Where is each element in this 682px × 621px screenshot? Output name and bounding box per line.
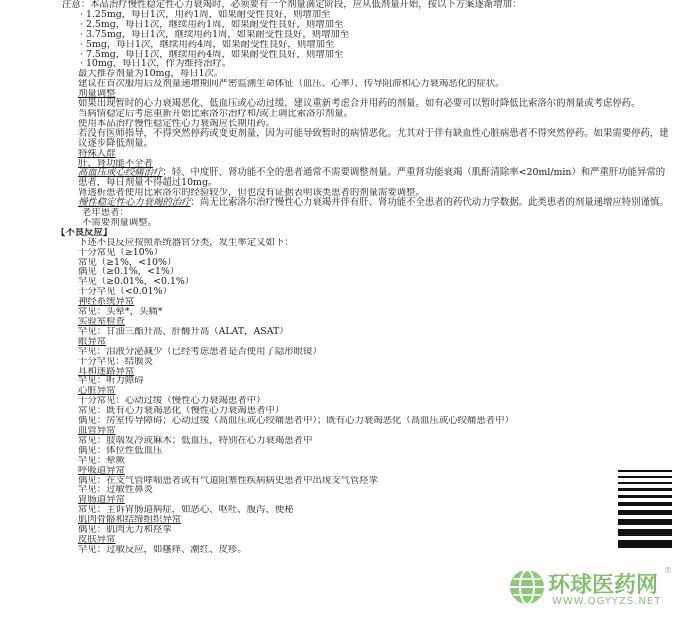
adjust-paragraph: 当病情稳定后考虑重新开始比索洛尔治疗和/或上调比索洛尔剂量。 — [78, 108, 354, 119]
frequency-def: 常见（≥1%，<10%） — [78, 257, 177, 268]
adjust-paragraph: 若没有医师指导，不得突然停药或变更剂量，因为可能导致暂时的病情恶化。尤其对于伴有缺血性心脏病患者不得突然停药。如果需要停药，建议逐步降低剂量。 — [78, 127, 669, 149]
titration-step: · 1.25mg，每日1次，用药1周，如果耐受性良好，则增加至 — [80, 9, 331, 20]
elderly-label: 老年患者： — [82, 208, 129, 218]
hypertension-label: 高血压或心绞痛治疗 — [78, 167, 163, 179]
watermark-name: 环球医药网 — [548, 573, 659, 598]
barcode-bar — [618, 488, 672, 491]
system-heading: 肌肉骨骼和结缔组织异常 — [78, 515, 182, 526]
reaction-item: 罕见：泪液分泌减少（已经考虑患者是否使用了隐形眼镜） — [78, 346, 322, 357]
system-heading: 实验室检查 — [78, 317, 125, 327]
reaction-item: 偶见：肌肉无力和痉挛 — [78, 525, 172, 535]
barcode-bar — [618, 510, 672, 515]
barcode-bar — [618, 540, 672, 548]
barcode-bar — [618, 529, 672, 536]
dose-adjust-heading: 剂量调整 — [78, 89, 116, 100]
adverse-intro: 下述不良反应按照系统器官分类，发生率定义如下： — [78, 237, 294, 248]
reaction-item: 常见：头晕*，头痛* — [78, 307, 163, 317]
reaction-item: 罕见：听力障碍 — [78, 376, 144, 387]
reaction-item: 罕见：过敏性鼻炎 — [78, 485, 154, 496]
hypertension-paragraph — [62, 168, 674, 188]
barcode-bar — [618, 470, 672, 472]
frequency-def: 十分罕见（<0.01%） — [78, 287, 172, 298]
hf-text: ：尚无比索洛尔治疗慢性心力衰竭并伴有肝、肾功能不全患者的药代动力学数据。此类患者的剂量递增应特别谨慎。 — [190, 197, 669, 209]
max-dose: 最大推荐剂量为10mg，每日1次。 — [78, 69, 224, 80]
barcode-bar — [618, 502, 672, 506]
barcode-graphic — [618, 470, 672, 552]
reaction-item: 常见：主诉胃肠道病症，如恶心、呕吐、腹泻、便秘 — [78, 505, 294, 516]
system-heading: 耳和迷路异常 — [78, 366, 135, 377]
reaction-item: 常见：肢端发冷或麻木；低血压，特别在心力衰竭患者中 — [78, 435, 313, 446]
reaction-item: 罕见：晕厥 — [78, 455, 125, 466]
reaction-item: 偶见：房室传导障碍；心动过缓（高血压或心绞痛患者中）；既有心力衰竭恶化（高血压或心绞痛患者中） — [78, 416, 514, 426]
adjust-paragraph: 使用本品治疗慢性稳定性心力衰竭应长期用药。 — [78, 118, 275, 129]
titration-step: · 7.5mg，每日1次，继续用药4周，如果耐受性良好，则增加至 — [80, 49, 344, 60]
registered-mark: ® — [664, 566, 672, 575]
hypertension-text: ：轻、中度肝、肾功能不全的患者通常不需要调整剂量。严重肾功能衰竭（肌酐清除率<20ml/min）和严重肝功能异常的患者，每日剂量不得超过10mg。 — [78, 167, 666, 189]
reaction-item: 偶见：在支气管哮喘患者或有气道阻塞性疾病病史患者中出现支气管痉挛 — [78, 475, 379, 486]
reaction-item: 偶见：体位性低血压 — [78, 445, 163, 456]
barcode-bar — [618, 495, 672, 498]
barcode-bar — [618, 519, 672, 525]
watermark-url: WWW.QGYYZS.NET — [552, 596, 662, 607]
globe-icon — [508, 568, 546, 606]
system-heading: 血管异常 — [78, 425, 116, 436]
reaction-item: 罕见：过敏反应，如瘙痒、潮红、皮疹。 — [78, 544, 247, 555]
titration-step: · 2.5mg，每日1次，继续用药1周，如果耐受性良好，则增加至 — [80, 19, 344, 30]
watermark-logo — [508, 566, 680, 616]
system-heading: 皮肤异常 — [78, 534, 116, 545]
dosing-intro: 注意：本品治疗慢性稳定性心力衰竭时，必须要有一个剂量滴定阶段，应从低剂量开始，按以下方案逐渐增加： — [62, 0, 522, 10]
hf-paragraph — [62, 198, 674, 208]
dialysis-note: 肾透析患者使用比索洛尔的经验较少，但也没有证据表明该类患者的剂量需要调整。 — [78, 188, 425, 199]
frequency-def: 偶见（≥0.1%，<1%） — [78, 267, 180, 278]
reaction-item: 十分罕见：结膜炎 — [78, 356, 154, 367]
system-heading: 心脏异常 — [78, 386, 116, 397]
reaction-item: 十分常见：心动过缓（慢性心力衰竭患者中） — [78, 396, 266, 407]
titration-step: · 3.75mg，每日1次，继续用药1周，如果耐受性良好，则增加至 — [80, 29, 350, 40]
titration-step: · 10mg，每日1次，作为维持治疗。 — [80, 59, 232, 70]
adjust-paragraph: 如果出现暂时的心力衰竭恶化、低血压或心动过缓，建议重新考虑合并用药的剂量。如有必要可以暂时降低比索洛尔的剂量或考虑停药。 — [78, 98, 641, 110]
monitor-note: 建议在首次服用后及剂量递增期间严密监测生命体征（血压、心率）、传导阻滞和心力衰竭恶化的症状。 — [78, 79, 505, 90]
special-populations-heading: 特殊人群 — [78, 148, 116, 159]
adverse-reactions-title: 【不良反应】 — [56, 227, 113, 238]
reaction-item: 罕见：甘油三酯升高、肝酶升高（ALAT，ASAT） — [78, 326, 289, 337]
frequency-def: 罕见（≥0.01%，<0.1%） — [78, 277, 195, 288]
frequency-def: 十分常见（≥10%） — [78, 247, 163, 258]
elderly-text: 不需要剂量调整。 — [82, 217, 158, 228]
system-heading: 胃肠道异常 — [78, 495, 125, 506]
liver-kidney-heading: 肝、肾功能不全者 — [78, 158, 154, 169]
barcode-bar — [618, 476, 672, 478]
system-heading: 神经系统异常 — [78, 297, 135, 308]
hf-label: 慢性稳定性心力衰竭的治疗 — [78, 197, 191, 209]
document-body — [56, 0, 674, 555]
titration-step: · 5mg，每日1次，继续用药4周，如果耐受性良好，则增加至 — [80, 39, 335, 50]
reaction-item: 常见：既有心力衰竭恶化（慢性心力衰竭患者中） — [78, 406, 285, 417]
barcode-bar — [618, 482, 672, 484]
system-heading: 呼吸道异常 — [78, 465, 125, 476]
system-heading: 眼异常 — [78, 336, 107, 347]
